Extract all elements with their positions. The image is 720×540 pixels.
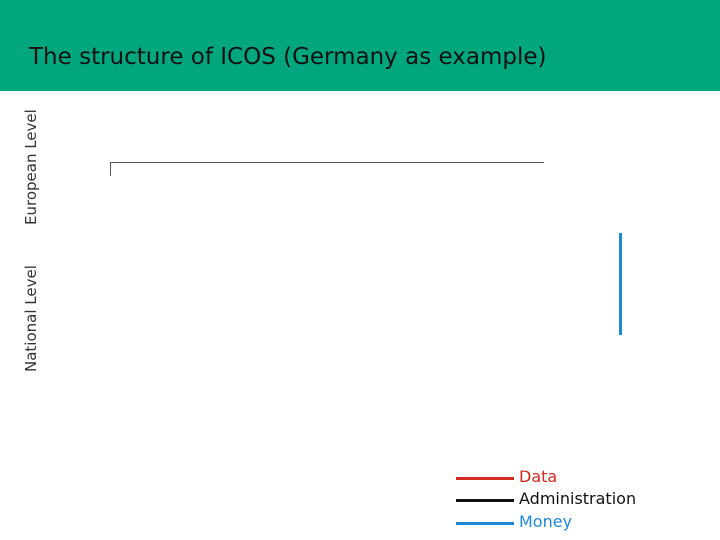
connector-tick (110, 162, 111, 176)
legend-data-swatch (456, 477, 514, 480)
money-connector-line (619, 233, 622, 335)
administration-connector-line (110, 162, 544, 163)
legend-administration-swatch (456, 499, 514, 502)
national-level-label: National Level (22, 265, 40, 372)
legend-money-swatch (456, 522, 514, 525)
legend-data-label: Data (519, 467, 558, 486)
page-title: The structure of ICOS (Germany as example) (29, 44, 547, 70)
legend-administration-label: Administration (519, 489, 637, 508)
legend-money-label: Money (519, 512, 573, 531)
european-level-label: European Level (22, 109, 40, 225)
